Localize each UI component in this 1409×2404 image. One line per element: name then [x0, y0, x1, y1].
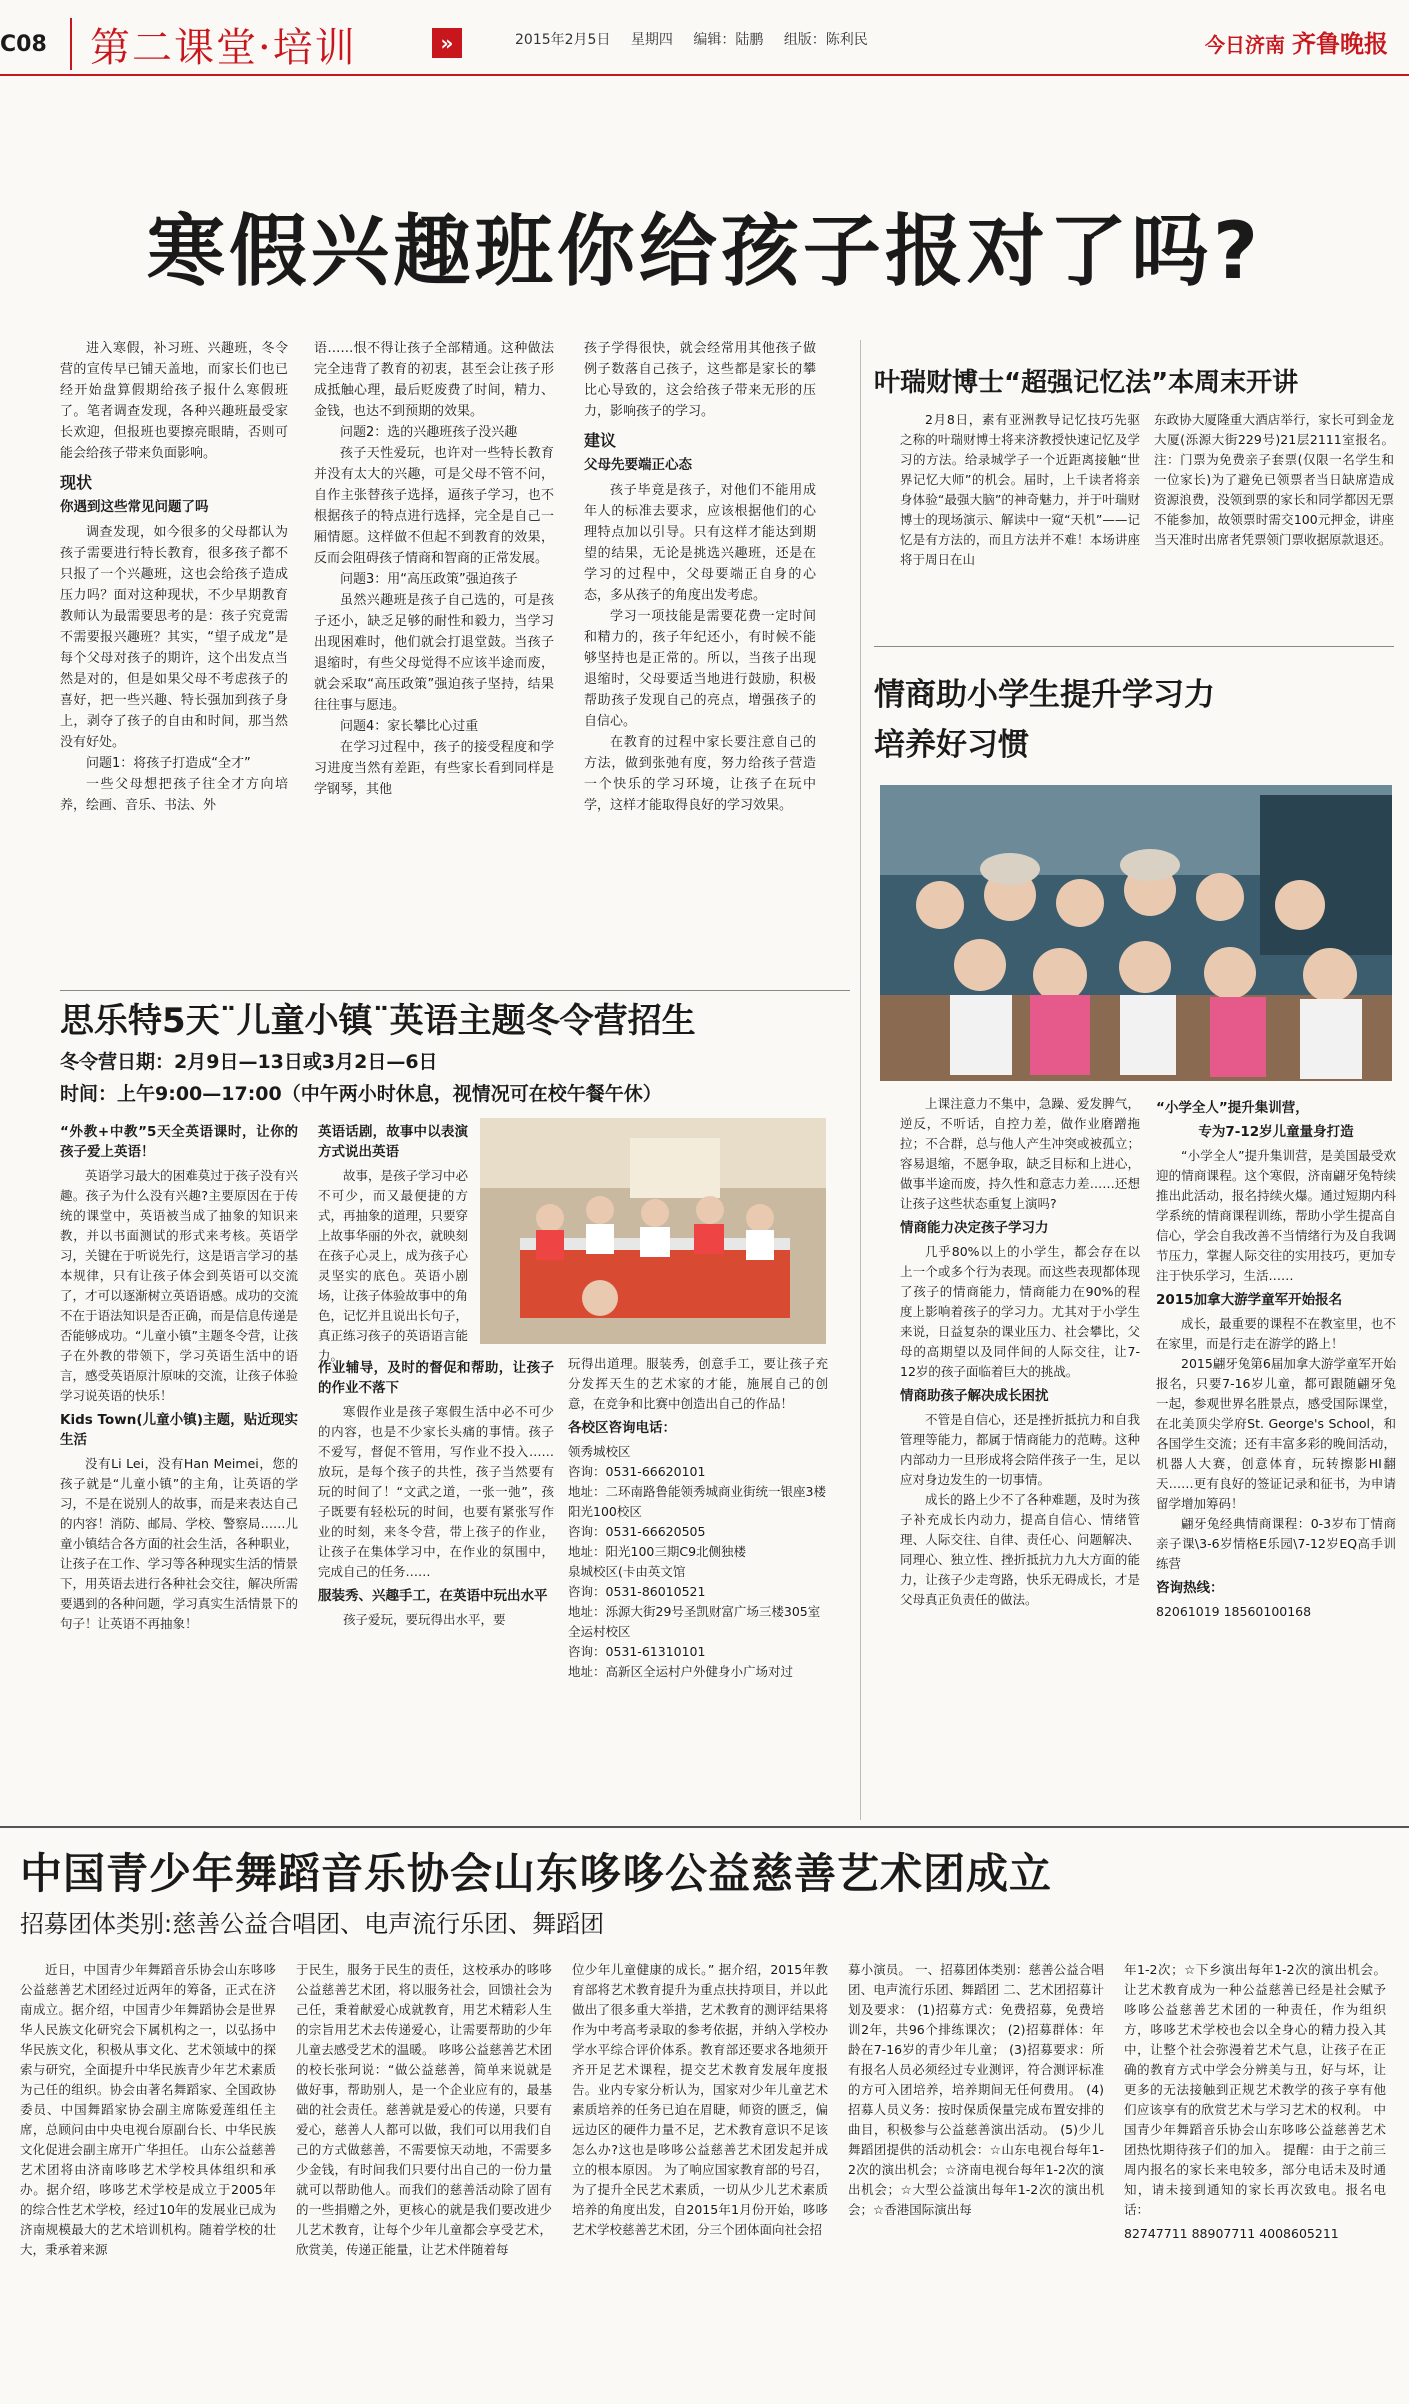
kidstown-col1	[60, 1118, 298, 1634]
yeruicai-col1	[900, 410, 1140, 570]
heading-status: 现状	[60, 473, 93, 492]
campus-1-addr: 地址：二环南路鲁能领秀城商业街统一银座3楼	[568, 1484, 826, 1499]
main-col2-p1: 语……恨不得让孩子全部精通。这种做法完全违背了教育的初衷，甚至会让孩子形成抵触心理，最后贬废费了时间，精力、金钱，也达不到预期的效果。	[314, 341, 554, 419]
eq-b-p2: 成长，最重要的课程不在教室里，也不在家里，而是行走在游学的路上！	[1156, 1316, 1396, 1351]
eq-children-photo	[880, 785, 1392, 1081]
kidstown-col2-p2: 寒假作业是孩子寒假生活中必不可少的内容，也是不少家长头痛的事情。孩子不爱写，督促不管用，写作业不投入……放玩，是每个孩子的共性，孩子当然要有玩的时间了！“文武之道，一张一弛”，孩子既要有轻松玩的时间，也要有紧张写作业的时刻，来冬令营，带上孩子的作业，让孩子在集体学习中，在作业的氛围中，完成自己的任务……	[318, 1404, 554, 1579]
kidstown-col2	[318, 1354, 554, 1630]
kidstown-top-rule	[60, 990, 850, 991]
eq-headline-2: 培养好习惯	[874, 727, 1029, 763]
campus-2-tel: 咨询：0531-66620505	[568, 1524, 706, 1539]
eq-col-a	[900, 1094, 1140, 1610]
main-col2-p6: 问题4：家长攀比心过重	[340, 719, 479, 734]
main-col3-p4: 在教育的过程中家长要注意自己的方法，做到张弛有度，努力给孩子营造一个快乐的学习环境，让孩子在玩中学，这样才能取得良好的学习效果。	[584, 735, 816, 813]
main-intro: 进入寒假，补习班、兴趣班，冬令营的宣传早已铺天盖地，而家长们也已经开始盘算假期给孩子报什么寒假班了。笔者调查发现，各种兴趣班最受家长欢迎，但报班也要擦亮眼睛，否则可能会给孩子带来负面影响。	[60, 341, 288, 461]
eq-a-heading1: 情商能力决定孩子学习力	[900, 1220, 1049, 1236]
campus-4: 全运村校区	[568, 1624, 631, 1639]
header-divider	[70, 18, 72, 70]
yeruicai-p2: 东政协大厦隆重大酒店举行，家长可到金龙大厦(泺源大街229号)21层2111室报名。注：门票为免费亲子套票(仅限一名学生和一位家长)为了避免已领票者当日缺席造成资源浪费，没领到票的家长和同学都因无票不能参加，故领票时需交100元押金，讲座当天准时出席者凭票领门票收据原款退还。	[1154, 412, 1394, 547]
campus-2: 阳光100校区	[568, 1504, 642, 1519]
main-col2-p3: 孩子天性爱玩，也许对一些特长教育并没有太大的兴趣，可是父母不管不问，自作主张替孩子选择，逼孩子学习，也不根据孩子的特点进行选择，完全是自己一厢情愿。这样做不但起不到教育的效果，反而会阻碍孩子情商和智商的正常发展。	[314, 446, 554, 566]
eq-b-heading2: 2015加拿大游学童军开始报名	[1156, 1292, 1343, 1308]
kidstown-p1: 英语学习最大的困难莫过于孩子没有兴趣。孩子为什么没有兴趣?主要原因在于传统的课堂中，英语被当成了抽象的知识来教，并以书面测试的形式来考核。英语学习，关键在于听说先行，这是语言学习的基本规律，只有让孩子体会到英语可以交流了，才可以逐渐树立英语语感。成功的交流不在于语法知识是否正确，而是信息传递是否能够成功。“儿童小镇”主题冬令营，让孩子在外教的带领下，学习英语生活中的语言，感受英语原汁原味的交流，让孩子体验学习说英语的快乐！	[60, 1168, 298, 1403]
dance-col3-text: 位少年儿童健康的成长。” 据介绍，2015年教育部将艺术教育提升为重点扶持项目，并以此做出了很多重大举措，艺术教育的测评结果将作为中考高考录取的参考依据，并纳入学校办学水平综合评价体系。教育部还要求各地须开齐开足艺术课程，提交艺术教育发展年度报告。业内专家分析认为，国家对少年儿童艺术素质培养的任务已迫在眉睫，师资的匮乏，偏远边区的硬件力量不足，艺术教育意识不足该怎么办?这也是哆哆公益慈善艺术团发起并成立的根本原因。 为了响应国家教育部的号召，为了提升全民艺术素质，一切从少儿艺术素质培养的角度出发，自2015年1月份开始，哆哆艺术学校慈善艺术团，分三个团体面向社会招	[572, 1962, 828, 2237]
arrow-icon: »	[432, 28, 462, 58]
main-col3-p1: 孩子学得很快，就会经常用其他孩子做例子数落自己孩子，这些都是家长的攀比心导致的，这会给孩子带来无形的压力，影响孩子的学习。	[584, 341, 816, 419]
kidstown-consult-head: 各校区咨询电话：	[568, 1420, 676, 1436]
issue-info	[515, 30, 884, 51]
kidstown-col2-h1: 英语话剧，故事中以表演方式说出英语	[318, 1124, 468, 1160]
campus-4-tel: 咨询：0531-61310101	[568, 1644, 706, 1659]
heading-parents: 父母先要端正心态	[584, 457, 692, 473]
kidstown-col2-top	[318, 1118, 468, 1366]
eq-a-p3: 不管是自信心，还是挫折抵抗力和自我管理等能力，都属于情商能力的范畴。这种内部动力一旦形成将会陪伴孩子一生，足以应对身边发生的一切事情。	[900, 1412, 1140, 1487]
eq-col-b	[1156, 1094, 1396, 1622]
eq-b-p4: 翩牙兔经典情商课程：0-3岁布丁情商亲子课\3-6岁情格E乐园\7-12岁EQ高手训练营	[1156, 1516, 1396, 1571]
eq-a-p4: 成长的路上少不了各种难题，及时为孩子补充成长内动力，提高自信心、情绪管理、人际交往、自律、责任心、问题解决、同理心、独立性、挫折抵抗力九大方面的能力，让孩子少走弯路，快乐无碍成长，才是父母真正负责任的做法。	[900, 1492, 1140, 1607]
main-col2-p5: 虽然兴趣班是孩子自己选的，可是孩子还小，缺乏足够的耐性和毅力，当学习出现困难时，他们就会打退堂鼓。当孩子退缩时，有些父母觉得不应该半途而废，就会采取“高压政策”强迫孩子坚持，结果往往事与愿违。	[314, 593, 554, 713]
heading-questions: 你遇到这些常见问题了吗	[60, 499, 209, 515]
eq-b-heading1: “小学全人”提升集训营，	[1156, 1100, 1309, 1116]
kidstown-dates: 冬令营日期：2月9日—13日或3月2日—6日	[60, 1051, 438, 1073]
yeruicai-p1: 2月8日，素有亚洲教导记忆技巧先驱之称的叶瑞财博士将来济教授快速记忆及学习的方法。给录城学子一个近距离接触“世界记忆大师”的机会。届时，上千读者将亲身体验“最强大脑”的神奇魅力，并于叶瑞财博士的现场演示、解读中一窥“天机”——记忆是有方法的，而且方法并不难！本场讲座将于周日在山	[900, 412, 1140, 567]
kidstown-headline: 思乐特5天¨儿童小镇¨英语主题冬令营招生	[60, 1001, 696, 1041]
kidstown-col2-p1: 故事，是孩子学习中必不可少，而又最便捷的方式，再抽象的道理，只要穿上故事华丽的外衣，就映刻在孩子心灵上，成为孩子心灵坚实的底色。英语小剧场，让孩子体验故事中的角色，记忆并且说出长句子，真正练习孩子的英语语言能力。	[318, 1168, 469, 1363]
main-article-col2	[314, 338, 554, 800]
main-col3-p3: 学习一项技能是需要花费一定时间和精力的，孩子年纪还小，有时候不能够坚持也是正常的。所以，当孩子出现退缩时，父母要适当地进行鼓励，积极帮助孩子发现自己的亮点，增强孩子的自信心。	[584, 609, 816, 729]
dance-col5	[1124, 1960, 1386, 2244]
campus-3-tel: 咨询：0531-86010521	[568, 1584, 706, 1599]
header-rule	[0, 74, 1409, 76]
dance-col2-text: 于民生，服务于民生的责任，这校承办的哆哆公益慈善艺术团，将以服务社会，回馈社会为己任，秉着献爱心成就教育，用艺术精彩人生的宗旨用艺术去传递爱心，让需要帮助的少年儿童去感受艺术的温暖。 哆哆公益慈善艺术团的校长张珂说：“做公益慈善，简单来说就是做好事，帮助别人，是一个企业应有的，最基础的社会责任。慈善就是爱心的传递，只要有爱心，慈善人人都可以做，我们可以用我们自己的方式做慈善，不需要惊天动地，不需要多少金钱，有时间我们只要付出自己的一份力量就可以帮助他人。而我们的慈善活动除了固有的一些捐赠之外，更核心的就是我们要改进少儿艺术教育，让每个少年儿童都会享受艺术，欣赏美，传递正能量，让艺术伴随着每	[296, 1962, 552, 2257]
main-col1-p3: 一些父母想把孩子往全才方向培养，绘画、音乐、书法、外	[60, 777, 288, 813]
paper-masthead	[1205, 26, 1388, 62]
section-title: 第二课堂·培训	[90, 25, 357, 71]
main-col1-p1: 调查发现，如今很多的父母都认为孩子需要进行特长教育，很多孩子都不只报了一个兴趣班，这也会给孩子造成压力吗？面对这种现状，不少早期教育教师认为最需要思考的是：孩子究竟需不需要报兴趣班？其实，“望子成龙”是每个父母对孩子的期许，这个出发点当然是对的，但是如果父母不考虑孩子的喜好，把一些兴趣、特长强加到孩子身上，剥夺了孩子的自由和时间，那当然没有好处。	[60, 525, 288, 750]
main-article-col1	[60, 338, 288, 816]
dance-subtitle: 招募团体类别:慈善公益合唱团、电声流行乐团、舞蹈团	[20, 1910, 605, 1938]
yeruicai-col2	[1154, 410, 1394, 550]
main-col2-p7: 在学习过程中，孩子的接受程度和学习进度当然有差距，有些家长看到同样是学钢琴，其他	[314, 740, 554, 797]
column-separator	[860, 340, 861, 1820]
dance-col1-text: 近日，中国青少年舞蹈音乐协会山东哆哆公益慈善艺术团经过近两年的筹备，正式在济南成立。据介绍，中国青少年舞蹈协会是世界华人民族文化研究会下属机构之一，以弘扬中华民族文化，积极从事文化、艺术领域中的探索与研究，全面提升中华民族青少年艺术素质为己任的组织。协会由著名舞蹈家、全国政协委员、中国舞蹈家协会副主席陈爱莲组任主席，总顾问由中央电视台原副台长、中华民族文化促进会副主席开广华担任。 山东公益慈善艺术团将由济南哆哆艺术学校具体组织和承办。据介绍，哆哆艺术学校是成立于2005年的综合性艺术学校，经过10年的发展业已成为济南规模最大的艺术培训机构。随着学校的壮大，秉承着来源	[20, 1962, 276, 2257]
issue-weekday: 星期四	[630, 32, 673, 48]
layout-credit: 组版：陈利民	[783, 32, 868, 48]
kidstown-col2-h3: 服装秀、兴趣手工，在英语中玩出水平	[318, 1588, 548, 1604]
dance-col4-text: 募小演员。 一、招募团体类别：慈善公益合唱团、电声流行乐团、舞蹈团 二、艺术团招募计划及要求： (1)招募方式：免费招募，免费培训2年，共96个排练课次； (2)招募群体：年龄在7-16岁的青少年儿童； (3)招募要求：所有报名人员必须经过专业测评，符合测评标准的方可入团培养，培养期间无任何费用。 (4)招募人员义务：按时保质保量完成布置安排的曲目，积极参与公益慈善演出活动。 (5)少儿舞蹈团提供的活动机会：☆山东电视台每年1-2次的演出机会；☆济南电视台每年1-2次的演出机会；☆大型公益演出每年1-2次的演出机会；☆香港国际演出每	[848, 1962, 1104, 2217]
eq-consult-label: 咨询热线：	[1156, 1580, 1224, 1596]
main-col2-p2: 问题2：选的兴趣班孩子没兴趣	[340, 425, 518, 440]
main-col3-p2: 孩子毕竟是孩子，对他们不能用成年人的标准去要求，应该根据他们的心理特点加以引导。只有这样才能达到期望的结果，无论是挑选兴趣班，还是在学习的过程中，父母要端正自身的心态，多从孩子的角度出发考虑。	[584, 483, 816, 603]
eq-b-p3: 2015翩牙兔第6届加拿大游学童军开始报名，只要7-16岁儿童，都可跟随翩牙兔一起，参观世界名胜景点，感受国际课堂，在北美顶尖学府St. George's School，和各国学生交流；还有丰富多彩的晚间活动，机器人大赛，创意体育，玩转擦影HI翻天……更有良好的签证记录和征书，为申请留学增加筹码！	[1156, 1356, 1396, 1511]
eq-b-heading1b: 专为7-12岁儿童量身打造	[1198, 1124, 1354, 1140]
main-col1-p2: 问题1：将孩子打造成“全才”	[86, 756, 251, 771]
kidstown-h2: Kids Town(儿童小镇)主题，贴近现实生活	[60, 1412, 298, 1448]
paper-name: 齐鲁晚报	[1291, 29, 1388, 58]
eq-a-p1: 上课注意力不集中，急躁、爱发脾气，逆反，不听话，自控力差，做作业磨蹭拖拉；不合群，总与他人产生冲突或被孤立；容易退缩，不愿争取，缺乏目标和上进心，做事半途而废，持久性和意志力差……还想让孩子这些状态重复上演吗?	[900, 1096, 1140, 1211]
main-article-col3	[584, 338, 816, 816]
issue-date: 2015年2月5日	[515, 32, 611, 48]
classroom-photo-icon	[480, 1118, 826, 1344]
yeruicai-headline: 叶瑞财博士“超强记忆法”本周末开讲	[874, 368, 1299, 398]
dance-headline: 中国青少年舞蹈音乐协会山东哆哆公益慈善艺术团成立	[20, 1849, 1053, 1898]
kidstown-h1: “外教+中教”5天全英语课时，让你的孩子爱上英语！	[60, 1124, 298, 1160]
kidstown-col2-h2: 作业辅导，及时的督促和帮助，让孩子的作业不落下	[318, 1360, 554, 1396]
heading-advice: 建议	[584, 431, 617, 450]
dance-col5-text: 年1-2次；☆下乡演出每年1-2次的演出机会。 让艺术教育成为一种公益慈善已经是社会赋予哆哆公益慈善艺术团的一种责任，作为组织方，哆哆艺术学校也会以全身心的精力投入其中，让整个社会弥漫着艺术气息，让孩子在正确的教育方式中学会分辨美与丑，好与坏，让更多的无法接触到正规艺术教学的孩子享有他们应该享有的欣赏艺术与学习艺术的权利。 中国青少年舞蹈音乐协会山东哆哆公益慈善艺术团热忱期待孩子们的加入。 提醒：由于之前三周内报名的家长来电较多，部分电话未及时通知，请未接到通知的家长再次致电。报名电话：	[1124, 1962, 1386, 2217]
campus-4-addr: 地址：高新区全运村户外健身小广场对过	[568, 1664, 794, 1679]
kidstown-p2: 没有Li Lei，没有Han Meimei，您的孩子就是“儿童小镇”的主角，让英语的学习，不是在说别人的故事，而是来表达自己的内容！消防、邮局、学校、警察局……儿童小镇结合各方面的社会生活，各种职业，让孩子在工作、学习等各种现实生活的情景下，用英语去进行各种社会交往，解决所需要遇到的各种问题，学习真实生活情景下的句子！让英语不再抽象！	[60, 1456, 298, 1631]
campus-1-tel: 咨询：0531-66620101	[568, 1464, 706, 1479]
campus-3-addr: 地址：泺源大街29号圣凯财富广场三楼305室	[568, 1604, 821, 1619]
kidstown-col2-p3: 孩子爱玩，要玩得出水平，要	[343, 1612, 506, 1627]
kidstown-time: 时间：上午9:00—17:00（中午两小时休息，视情况可在校午餐午休）	[60, 1083, 662, 1105]
dance-col4	[848, 1960, 1104, 2220]
page-number: C08	[0, 32, 47, 57]
eq-a-p2: 几乎80%以上的小学生，都会存在以上一个或多个行为表现。而这些表现都体现了孩子的情商能力，情商能力在90%的程度上影响着孩子的学习力。尤其对于小学生来说，日益复杂的课业压力、社会攀比，父母的高期望以及同伴间的人际交往，让7-12岁的孩子面临着巨大的挑战。	[900, 1244, 1140, 1379]
children-photo-icon	[880, 785, 1392, 1081]
dance-col1	[20, 1960, 276, 2260]
kidstown-classroom-photo	[480, 1118, 826, 1344]
campus-2-addr: 地址：阳光100三期C9北侧独楼	[568, 1544, 747, 1559]
campus-3: 泉城校区(卡由英文馆	[568, 1564, 686, 1579]
kidstown-col3-p1: 玩得出道理。服装秀，创意手工，要让孩子充分发挥天生的艺术家的才能，施展自己的创意，在竞争和比赛中创造出自己的作品！	[568, 1356, 828, 1411]
dance-phones: 82747711 88907711 4008605211	[1124, 2226, 1339, 2241]
kidstown-col3	[568, 1354, 828, 1682]
main-col2-p4: 问题3：用“高压政策”强迫孩子	[340, 572, 518, 587]
dance-col2	[296, 1960, 552, 2260]
eq-headline-1: 情商助小学生提升学习力	[874, 677, 1215, 713]
paper-prefix: 今日济南	[1205, 33, 1285, 57]
campus-1: 领秀城校区	[568, 1444, 631, 1459]
editor-credit: 编辑：陆鹏	[693, 32, 764, 48]
yeruicai-rule	[874, 646, 1394, 647]
eq-b-p1: “小学全人”提升集训营，是美国最受欢迎的情商课程。这个寒假，济南翩牙兔特续推出此活动，报名持续火爆。通过短期内科学系统的情商课程训练，帮助小学生提高自信心，学会自我改善不当情绪行为及自我调节压力，掌握人际交往的实用技巧，更加专注于快乐学习，生活……	[1156, 1148, 1396, 1283]
dance-top-rule	[0, 1826, 1409, 1828]
main-headline: 寒假兴趣班你给孩子报对了吗?	[146, 207, 1263, 297]
dance-col3	[572, 1960, 828, 2240]
eq-phones: 82061019 18560100168	[1156, 1604, 1312, 1619]
eq-a-heading2: 情商助孩子解决成长困扰	[900, 1388, 1049, 1404]
